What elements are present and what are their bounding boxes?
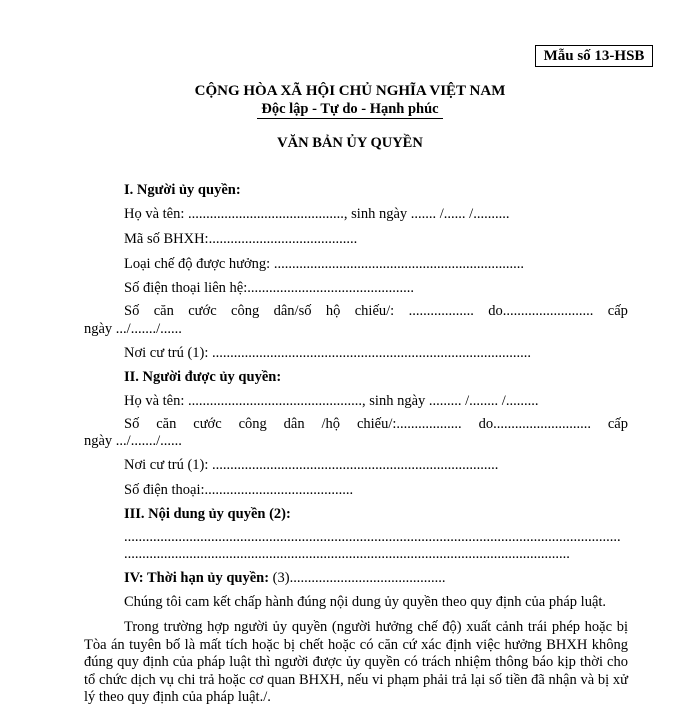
- id-word: cước: [188, 303, 217, 319]
- notice-text: Trong trường hợp người ủy quyền (người hưởng chế độ) xuất cảnh trái phép hoặc bị Tòa án tuyên bố là mất tích hoặc bị chết hoặc có căn cứ xác định việc hưởng BHXH không đúng quy định của pháp luật thì người được ủy quyền có trách nhiệm thông báo kịp thời cho tổ chức dịch vụ chi trả hoặc cơ quan BHXH, nếu vi phạm phải trả lại số tiền đã nhận và bị xử lý theo quy định của pháp luật./.: [84, 619, 628, 706]
- motto-text: Độc lập - Tự do - Hạnh phúc: [257, 101, 442, 119]
- id-word: căn: [153, 303, 174, 319]
- section4-title: IV: Thời hạn ủy quyền:: [124, 570, 270, 586]
- principal-id-continuation: ngày .../......./......: [84, 321, 182, 337]
- principal-residence-line: Nơi cư trú (1): ........................................................................................: [124, 345, 532, 361]
- commitment-text: Chúng tôi cam kết chấp hành đúng nội dung ủy quyền theo quy định của pháp luật.: [124, 594, 607, 610]
- document-title: VĂN BẢN ỦY QUYỀN: [277, 135, 423, 151]
- principal-phone-line: Số điện thoại liên hệ:..............................................: [124, 280, 414, 296]
- id-word: Số: [124, 303, 140, 319]
- section2-heading: II. Người được ủy quyền:: [124, 369, 282, 385]
- id-word: căn: [156, 416, 177, 432]
- content-dots-line-1: .........................................................................................................................................: [124, 529, 621, 545]
- section3-heading: [124, 506, 291, 523]
- id-word: cước: [193, 416, 222, 432]
- notice-paragraph: [84, 619, 628, 707]
- benefit-type-line: Loại chế độ được hưởng: .....................................................................: [124, 256, 524, 272]
- agent-residence-line: Nơi cư trú (1): ...............................................................................: [124, 457, 499, 473]
- id-word: dân: [283, 416, 305, 432]
- id-word: /hộ: [321, 416, 341, 432]
- id-word: Số: [124, 416, 140, 432]
- id-word: ..................: [408, 303, 474, 319]
- id-word: chiếu/:: [354, 303, 395, 319]
- principal-bhxh-line: Mã số BHXH:.........................................: [124, 231, 358, 247]
- id-word: công: [238, 416, 267, 432]
- section4-rest: (3)...........................................: [269, 570, 446, 586]
- form-code-box: Mẫu số 13-HSB: [535, 45, 653, 67]
- section3-note: (2):: [265, 506, 291, 522]
- id-word: chiếu/:..................: [356, 416, 462, 432]
- id-word: do.........................: [488, 303, 594, 319]
- id-word: dân/số: [273, 303, 312, 319]
- id-word: hộ: [325, 303, 341, 319]
- id-word: do...........................: [478, 416, 591, 432]
- national-motto: [0, 101, 700, 118]
- principal-name-line: Họ và tên: ..........................................., sinh ngày ....... /...... /..........: [124, 206, 510, 222]
- section4-heading: [124, 570, 445, 587]
- agent-phone-line: Số điện thoại:.........................................: [124, 482, 354, 498]
- agent-name-line: Họ và tên: ................................................, sinh ngày ......... /........ /.........: [124, 393, 539, 409]
- id-word: cấp: [607, 303, 628, 319]
- principal-id-line: [124, 303, 628, 320]
- agent-id-continuation: ngày .../......./......: [84, 433, 182, 449]
- section1-heading: I. Người ủy quyền:: [124, 182, 241, 198]
- content-dots-line-2: ...........................................................................................................................: [124, 546, 570, 562]
- section3-title: III. Nội dung ủy quyền: [124, 506, 266, 522]
- id-word: công: [231, 303, 260, 319]
- id-word: cấp: [607, 416, 628, 432]
- country-name: CỘNG HÒA XÃ HỘI CHỦ NGHĨA VIỆT NAM: [194, 83, 506, 99]
- agent-id-line: [124, 416, 628, 433]
